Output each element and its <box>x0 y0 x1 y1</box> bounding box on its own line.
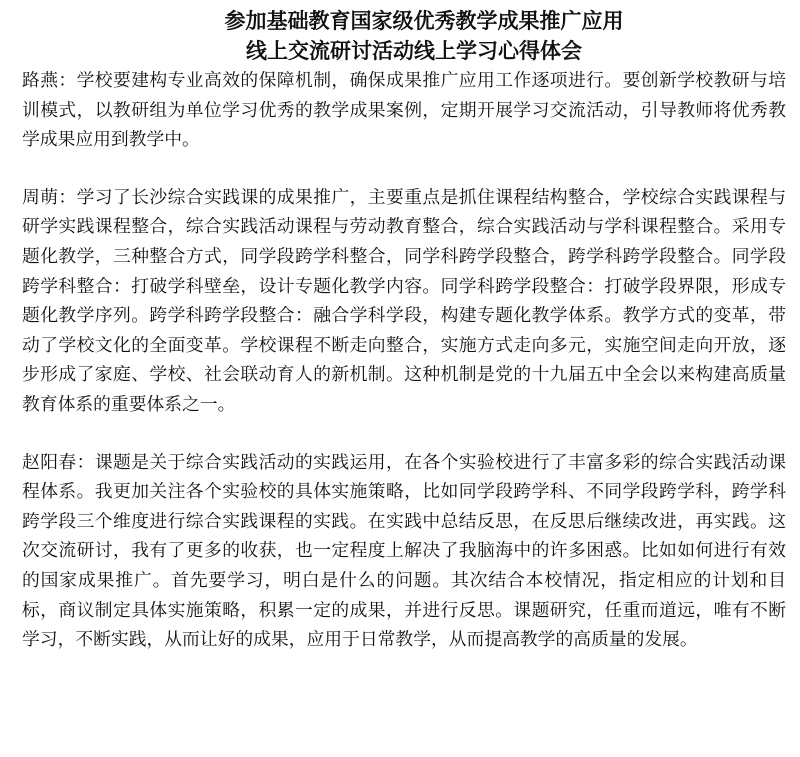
paragraph-text: 学校要建构专业高效的保障机制，确保成果推广应用工作逐项进行。要创新学校教研与培训模式，以教研组为单位学习优秀的教学成果案例，定期开展学习交流活动，引导教师将优秀教学成果应用到教学中。 <box>22 70 786 151</box>
title-line-2: 线上交流研讨活动线上学习心得体会 <box>246 38 582 63</box>
document-title <box>22 6 786 66</box>
speaker-name: 路燕： <box>22 70 77 91</box>
paragraph-zhou-meng <box>22 183 786 420</box>
speaker-name: 赵阳春： <box>22 451 95 473</box>
paragraph-lu-yan <box>22 66 786 155</box>
paragraph-text: 课题是关于综合实践活动的实践运用，在各个实验校进行了丰富多彩的综合实践活动课程体系。我更加关注各个实验校的具体实施策略，比如同学段跨学科、不同学段跨学科，跨学科跨学段三个维度进行综合实践课程的实践。在实践中总结反思，在反思后继续改进，再实践。这次交流研讨，我有了更多的收获，也一定程度上解决了我脑海中的许多困惑。比如如何进行有效的国家成果推广。首先要学习，明白是什么的问题。其次结合本校情况，指定相应的计划和目标，商议制定具体实施策略，积累一定的成果，并进行反思。课题研究，任重而道远，唯有不断学习，不断实践，从而让好的成果，应用于日常教学，从而提高教学的高质量的发展。 <box>22 451 786 651</box>
speaker-name: 周萌： <box>22 186 77 208</box>
paragraph-text: 学习了长沙综合实践课的成果推广，主要重点是抓住课程结构整合，学校综合实践课程与研学实践课程整合，综合实践活动课程与劳动教育整合，综合实践活动与学科课程整合。采用专题化教学，三种整合方式，同学段跨学科整合，同学科跨学段整合，跨学科跨学段整合。同学段跨学科整合：打破学科壁垒，设计专题化教学内容。同学科跨学段整合：打破学段界限，形成专题化教学序列。跨学科跨学段整合：融合学科学段，构建专题化教学体系。教学方式的变革，带动了学校文化的全面变革。学校课程不断走向整合，实施方式走向多元，实施空间走向开放，逐步形成了家庭、学校、社会联动育人的新机制。这种机制是党的十九届五中全会以来构建高质量教育体系的重要体系之一。 <box>22 186 786 415</box>
paragraph-zhao-yangchun <box>22 448 786 655</box>
title-line-1: 参加基础教育国家级优秀教学成果推广应用 <box>224 8 624 33</box>
